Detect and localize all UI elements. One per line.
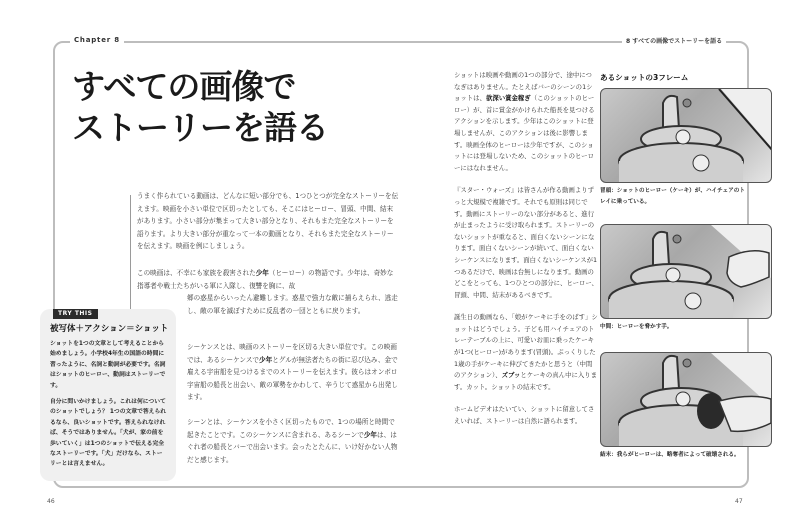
body-paragraph-4 xyxy=(187,416,399,466)
bold-term: 少年 xyxy=(363,430,378,439)
right-paragraph-1 xyxy=(454,70,598,174)
paragraph-text: 誕生日の動画なら、「娘がケーキに手をのばす」ショットはどうでしょう。子ども用ハイチェアのトレーテーブルの上に、可愛いお皿に乗ったケーキが1つ(ヒーロー)があります(冒頭)。ぷっくりした1歳の手がケーキに伸びてきたかと思うと（中間のアクション）、 xyxy=(454,313,598,380)
frame-caption-end: 結末：我らがヒーローは、略奪者によって破壊される。 xyxy=(600,452,740,458)
paragraph-text: （このショットのヒーロー）が、首に賞金がかけられた船長を見つけるアクションを示します。少年はこのショットに登場しませんが、このアクションは後に影響します。映画全体のヒーローは少年ですが、このショットには登場しないため、このショットのヒーローにはなれません。 xyxy=(454,94,595,172)
paragraph-text: 郷の惑星からいったん避難します。惑星で強力な敵に捕らえられ、逃走し、敵の軍を滅ぼすために反乱者の一団とともに戻ります。 xyxy=(187,294,398,315)
frame-caption-middle: 中間：ヒーローを脅かす手。 xyxy=(600,324,673,330)
shot-image-middle xyxy=(600,224,772,319)
try-this-badge: TRY THIS xyxy=(53,309,98,319)
title-line-1: すべての画像で xyxy=(72,67,296,106)
bold-term: 欲深い賞金稼ぎ xyxy=(485,94,531,103)
page-number-right: 47 xyxy=(735,498,743,505)
try-this-box xyxy=(40,309,176,481)
body-paragraph-2-cont xyxy=(187,292,399,329)
paragraph-text: は、はぐれ者の船長とバーで出会います。会ったとたんに、いけ好かない人物だと感じます。 xyxy=(187,430,398,464)
paragraph-text: シーケンスとは、映画のストーリーを区切る大きい単位です。この映画では、あるシーケンスで xyxy=(187,343,397,364)
bold-term: 少年 xyxy=(259,355,273,364)
right-paragraph-2: 『スター・ウォーズ』は皆さんが作る動画よりずっと大規模で複雑です。それでも原則は同じです。動画にストーリーのない部分があると、進行が止まったように受け取られます。ストーリーのないショットが重なると、面白くないシーンになります。面白くないシーンが続いて、面白くないシーケンスになります。面白くないシーケンスが1つあるだけで、映画は台無しになります。動画のどこをとっても、1つひとつの部分に、ヒーロー、冒頭、中間、結末があるべきです。 xyxy=(454,186,598,299)
cake-hand-illustration xyxy=(601,225,772,319)
paragraph-text: シーンとは、シーケンスを小さく区切ったもので、1つの場所と時間で起きたことです。このシーケンスに含まれる、あるシーンで xyxy=(187,417,395,439)
try-this-heading: 被写体＋アクション＝ショット xyxy=(50,324,169,334)
title-line-2: ストーリーを語る xyxy=(72,108,328,147)
paragraph-text: ショットは映画や動画の1つの部分で、途中につなぎはありません。たとえばバーのシーンの1ショットは、 xyxy=(454,71,593,103)
body-paragraph-1 xyxy=(137,190,399,265)
right-paragraph-4: ホームビデオはたいてい、ショットに留意してさえいれば、ストーリーは自然に語られます。 xyxy=(454,405,595,426)
bold-term: 少年 xyxy=(255,269,269,277)
shot-image-beginning xyxy=(600,88,772,183)
paragraph-text: とグルが無法者たちの街に忍び込み、金で雇える宇宙船を見つけるまでのストーリーを伝えます。彼らはオンボロ宇宙船の船長と出会い、敵の軍勢をかわして、辛うじて惑星から出発します。 xyxy=(187,355,398,402)
body-paragraph-2 xyxy=(137,267,399,292)
try-this-text xyxy=(50,339,168,470)
chapter-label: Chapter 8 xyxy=(70,36,124,44)
smashed-cake-illustration xyxy=(601,353,772,447)
running-head: 8 すべての画像でストーリーを語る xyxy=(622,36,726,45)
frames-title: あるショットの3フレーム xyxy=(600,73,689,82)
paragraph-text: この映画は、不幸にも家族を殺害された xyxy=(137,269,256,277)
try-this-paragraph: ショットを1つの文章として考えることから始めましょう。小学校4年生の国語の時間に習ったように、名詞と動詞が必要です。名詞はショットのヒーロー、動詞はストーリーです。 xyxy=(50,341,166,389)
frame-caption-beginning: 冒頭：ショットのヒーロー（ケーキ）が、ハイチェアのトレイに乗っている。 xyxy=(600,188,745,205)
right-paragraph-3 xyxy=(454,312,598,393)
right-body xyxy=(454,70,598,439)
page-number-left: 46 xyxy=(47,498,55,505)
cake-illustration xyxy=(601,89,772,183)
bold-term: ズブッ xyxy=(501,371,521,380)
paragraph-text: （ヒーロー）の物語です。少年は、奇妙な指導者や戦士たちがいる軍に入隊し、復讐を胸に、故 xyxy=(137,269,394,290)
paragraph-text: とケーキの真ん中に入ります。カット。ショットの結末です。 xyxy=(454,371,598,391)
body-paragraphs-3-4 xyxy=(187,341,399,478)
shot-image-end xyxy=(600,352,772,447)
body-paragraph-3 xyxy=(187,341,399,404)
paragraph-text: うまく作られている動画は、どんなに短い部分でも、1つひとつが完全なストーリーを伝えます。映画を小さい単位で区切ったとしても、そこにはヒーロー、冒頭、中間、結末があります。小さい部分が集まって大きい部分となり、それもまた完全なストーリーを語ります。より大きい部分が重なって一本の動画となり、それもまた完全なストーリーを伝えます。映画を例にしましょう。 xyxy=(137,192,399,251)
try-this-paragraph: 自分に問いかけましょう。これは何についてのショットでしょう？ 1つの文章で答えられるなら、良いショットです。答えられなければ、そうではありません。「犬が、家の前を歩いていく」は1つのショットで伝える完全なストーリーです。「犬」だけなら、ストーリーとは言えません。 xyxy=(50,399,167,468)
page-title xyxy=(72,66,328,148)
